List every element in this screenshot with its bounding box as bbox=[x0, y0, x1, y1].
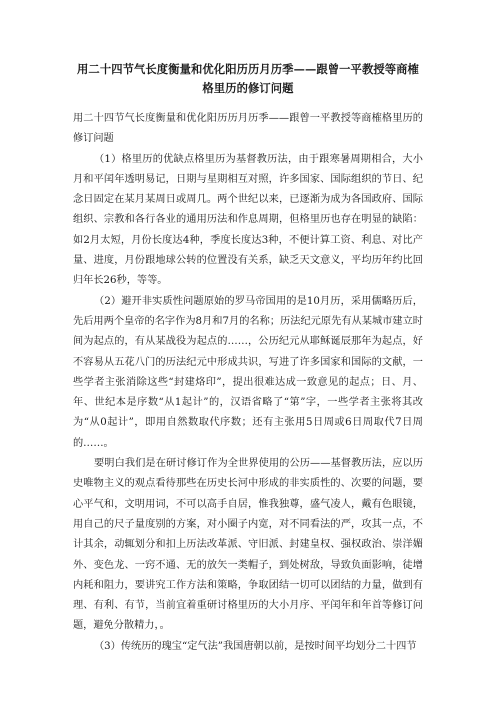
paragraph-heading: 用二十四节气长度衡量和优化阳历历月历季——跟曾一平教授等商榷格里历的修订问题 bbox=[73, 113, 423, 145]
document-title: 用二十四节气长度衡量和优化阳历历月历季——跟曾一平教授等商榷格里历的修订问题 bbox=[77, 62, 419, 95]
paragraph-non-essential-issues: （2）避开非实质性问题原始的罗马帝国用的是10月历，采用儒略历后，先后用两个皇帝的名字作为8月和7月的名称；历法纪元原先有从某城市建立时间为起点的，有从某战役为起点的……，公历纪元从耶稣诞辰那年为起点，好不容易从五花八门的历法纪元中形成共识，写进了许多国家和国际的文献，一些学者主张消除这些“封建烙印”，提出很难达成一致意见的起点；日、月、年、世纪本是序数“从1起计”的，汉语省略了“第”字，一些学者主张将其改为“从0起计”，即用自然数取代序数；还有主张用5日周或6日周取代7日周的……。 bbox=[73, 295, 423, 449]
paragraph-traditional-calendar: （3）传统历的瑰宝“定气法”我国唐朝以前，是按时间平均划分二十四节 bbox=[94, 640, 417, 652]
paragraph-gregorian-pros-cons: （1）格里历的优缺点格里历为基督教历法，由于跟寒暑周期相合，大小月和平闰年透明易记，日期与星期相互对照，许多国家、国际组织的节日、纪念日固定在某月某周日或周几。两个世纪以来，已逐渐为成为各国政府、国际组织、宗教和各行各业的通用历法和作息周期，但格里历也存在明显的缺陷：如2月太短，月份长度达4种，季度长度达3种，不便计算工资、利息、对比产量、进度，月份跟地球公转的位置没有关系，缺乏天文意义，平均历年约比回归年长26秒，等等。 bbox=[73, 153, 423, 287]
document-body bbox=[73, 109, 423, 657]
paragraph-attitude: 要明白我们是在研讨修订作为全世界使用的公历——基督教历法，应以历史唯物主义的观点看待那些在历史长河中形成的非实质性的、次要的问题，要心平气和，文明用词，不可以高手自居，惟我独尊，盛气凌人，戴有色眼镜，用自己的尺子量度别的方案，对小圈子内宽，对不同看法的严，攻其一点，不计其余，动辄划分和扣上历法改革派、守旧派、封建皇权、强权政治、崇洋媚外、变色龙、一窍不通、无的放矢一类帽子，到处树敌，导致负面影响，徒增内耗和阻力，要讲究工作方法和策略，争取团结一切可以团结的力量，做到有理、有利、有节，当前宜着重研讨格里历的大小月序、平闰年和年首等修订问题，避免分散精力，。 bbox=[73, 458, 423, 632]
